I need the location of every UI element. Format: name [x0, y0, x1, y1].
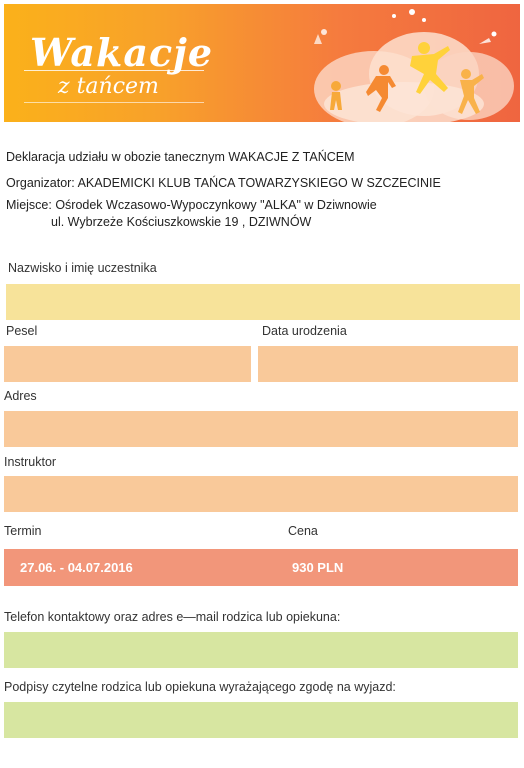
header-banner: [4, 4, 520, 122]
signature-field[interactable]: [4, 702, 518, 738]
contact-label: Telefon kontaktowy oraz adres e—mail rodzica lub opiekuna:: [4, 610, 341, 624]
price-label: Cena: [288, 524, 318, 538]
contact-field[interactable]: [4, 632, 518, 668]
place-address-text: ul. Wybrzeże Kościuszkowskie 19 , DZIWNÓW: [51, 215, 312, 229]
term-price-band: [4, 549, 518, 586]
name-label: Nazwisko i imię uczestnika: [8, 261, 157, 275]
name-field[interactable]: [6, 284, 520, 320]
organizer-text: Organizator: AKADEMICKI KLUB TAŃCA TOWARZYSKIEGO W SZCZECINIE: [6, 176, 441, 190]
logo-title: Wakacje: [30, 30, 214, 75]
term-value: 27.06. - 04.07.2016: [20, 560, 133, 575]
place-text: Miejsce: Ośrodek Wczasowo-Wypoczynkowy "ALKA" w Dziwnowie: [6, 198, 377, 212]
instructor-field[interactable]: [4, 476, 518, 512]
birth-date-field[interactable]: [258, 346, 518, 382]
logo-subtitle: z tańcem: [58, 74, 159, 99]
logo-underline: [24, 102, 204, 103]
signature-label: Podpisy czytelne rodzica lub opiekuna wyrażającego zgodę na wyjazd:: [4, 680, 396, 694]
address-field[interactable]: [4, 411, 518, 447]
pesel-label: Pesel: [6, 324, 38, 338]
pesel-field[interactable]: [4, 346, 251, 382]
price-value: 930 PLN: [292, 560, 344, 575]
dancers-illustration: [284, 4, 520, 122]
birth-date-label: Data urodzenia: [262, 324, 347, 338]
address-label: Adres: [4, 389, 37, 403]
instructor-label: Instruktor: [4, 455, 57, 469]
declaration-text: Deklaracja udziału w obozie tanecznym WAKACJE Z TAŃCEM: [6, 150, 355, 164]
term-label: Termin: [4, 524, 42, 538]
